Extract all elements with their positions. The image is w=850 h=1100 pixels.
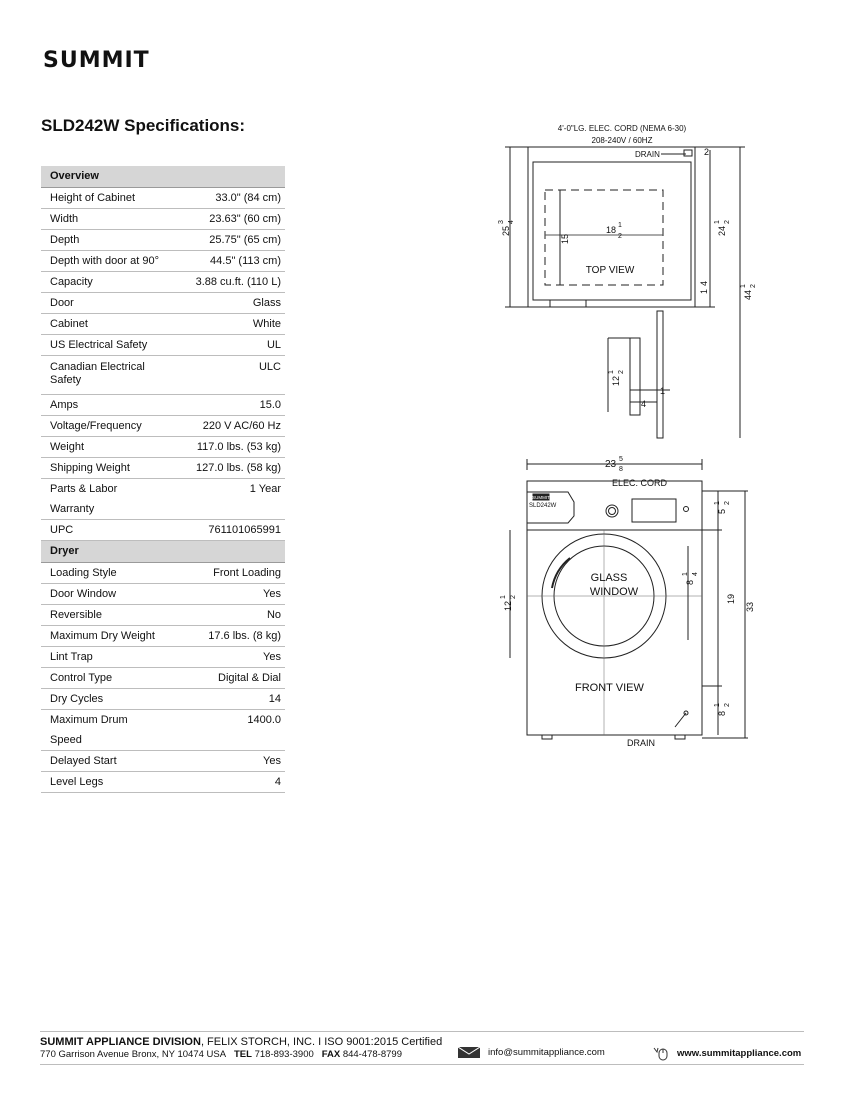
svg-text:1: 1 — [714, 703, 721, 707]
spec-row — [41, 188, 285, 209]
spec-value: Yes — [164, 584, 285, 605]
spec-row — [41, 751, 285, 772]
mouse-icon — [653, 1045, 669, 1061]
spec-label: Lint Trap — [41, 647, 164, 668]
spec-value: 4 — [164, 772, 285, 793]
spec-label: Shipping Weight — [41, 458, 164, 479]
svg-text:2: 2 — [704, 147, 710, 157]
spec-label: Voltage/Frequency — [41, 416, 164, 437]
spec-value: Glass — [164, 293, 285, 314]
top-view-label: TOP VIEW — [585, 265, 635, 276]
footer-bottom-rule — [40, 1064, 804, 1065]
svg-text:1: 1 — [608, 370, 615, 374]
spec-label: Delayed Start — [41, 751, 164, 772]
spec-label: Loading Style — [41, 563, 164, 584]
svg-text:2: 2 — [750, 284, 757, 288]
svg-text:19: 19 — [726, 593, 736, 604]
svg-text:5: 5 — [717, 508, 727, 514]
spec-label: Control Type — [41, 668, 164, 689]
spec-value: 127.0 lbs. (58 kg) — [164, 458, 285, 479]
spec-label: Door — [41, 293, 164, 314]
spec-label: Cabinet — [41, 314, 164, 335]
front-view-label: FRONT VIEW — [575, 682, 644, 694]
svg-text:23: 23 — [605, 459, 617, 470]
footer-company: SUMMIT APPLIANCE DIVISION, FELIX STORCH, INC. I ISO 9001:2015 Certified — [40, 1036, 443, 1048]
svg-text:2: 2 — [510, 595, 517, 599]
svg-text:12: 12 — [503, 600, 513, 611]
svg-text:4: 4 — [641, 399, 647, 409]
spec-row — [41, 772, 285, 793]
window-label: WINDOW — [589, 586, 639, 598]
spec-label: Weight — [41, 437, 164, 458]
section-header — [41, 541, 285, 563]
summit-logo: SUMMIT — [43, 48, 150, 73]
svg-text:1: 1 — [740, 284, 747, 288]
spec-row — [41, 584, 285, 605]
svg-text:33: 33 — [745, 601, 755, 612]
spec-value: 15.0 — [164, 395, 285, 416]
spec-value: 1 Year — [164, 479, 285, 520]
svg-text:1: 1 — [682, 572, 689, 576]
spec-row — [41, 209, 285, 230]
spec-value: 14 — [164, 689, 285, 710]
section-title: Dryer — [41, 541, 285, 563]
spec-row — [41, 335, 285, 356]
spec-value: Yes — [164, 647, 285, 668]
spec-row — [41, 626, 285, 647]
svg-text:15: 15 — [560, 233, 570, 244]
spec-row — [41, 710, 285, 751]
spec-label: Maximum Drum Speed — [41, 710, 164, 751]
spec-label: Reversible — [41, 605, 164, 626]
spec-row — [41, 479, 285, 520]
spec-row — [41, 230, 285, 251]
svg-text:1: 1 — [660, 386, 666, 396]
panel-brand: SUMMIT — [532, 495, 550, 500]
spec-value: Digital & Dial — [164, 668, 285, 689]
top-view-drawing — [498, 124, 757, 438]
section-header — [41, 166, 285, 188]
spec-label: Capacity — [41, 272, 164, 293]
spec-row — [41, 416, 285, 437]
svg-text:8: 8 — [619, 466, 623, 473]
spec-row — [41, 395, 285, 416]
spec-value: White — [164, 314, 285, 335]
spec-row — [41, 458, 285, 479]
footer-address: 770 Garrison Avenue Bronx, NY 10474 USA TEL 718-893-3900 FAX 844-478-8799 — [40, 1049, 402, 1060]
spec-label: Height of Cabinet — [41, 188, 164, 209]
spec-row — [41, 647, 285, 668]
svg-text:1: 1 — [618, 222, 622, 229]
spec-value: No — [164, 605, 285, 626]
glass-label: GLASS — [590, 572, 628, 584]
spec-row — [41, 251, 285, 272]
page-title: SLD242W Specifications: — [41, 116, 246, 135]
spec-row — [41, 563, 285, 584]
spec-value: 33.0" (84 cm) — [164, 188, 285, 209]
spec-value: 17.6 lbs. (8 kg) — [164, 626, 285, 647]
svg-text:25: 25 — [501, 225, 511, 236]
section-title: Overview — [41, 166, 285, 188]
spec-label: Level Legs — [41, 772, 164, 793]
spec-value: 25.75" (65 cm) — [164, 230, 285, 251]
footer-email[interactable]: info@summitappliance.com — [458, 1047, 605, 1058]
footer-website[interactable]: www.summitappliance.com — [653, 1045, 801, 1061]
svg-text:44: 44 — [743, 289, 753, 300]
svg-text:8: 8 — [717, 710, 727, 716]
spec-label: Parts & Labor Warranty — [41, 479, 164, 520]
svg-text:2: 2 — [618, 370, 625, 374]
envelope-icon — [458, 1047, 480, 1058]
spec-row — [41, 668, 285, 689]
front-view-drawing — [500, 456, 755, 748]
spec-row — [41, 293, 285, 314]
model-label: SLD242W — [529, 503, 557, 509]
svg-text:1: 1 — [699, 288, 709, 294]
spec-value: 3.88 cu.ft. (110 L) — [164, 272, 285, 293]
spec-label: UPC — [41, 520, 164, 541]
svg-text:12: 12 — [611, 375, 621, 386]
drain-label-front: DRAIN — [627, 738, 656, 748]
svg-text:2: 2 — [724, 220, 731, 224]
spec-value: ULC — [164, 356, 285, 395]
spec-row — [41, 272, 285, 293]
cord-spec: 208-240V / 60HZ — [591, 136, 653, 145]
spec-value: UL — [164, 335, 285, 356]
spec-value: 44.5" (113 cm) — [164, 251, 285, 272]
cord-note: 4'-0"LG. ELEC. CORD (NEMA 6-30) — [557, 124, 687, 133]
footer-top-rule — [40, 1031, 804, 1032]
spec-value: 23.63" (60 cm) — [164, 209, 285, 230]
spec-label: Amps — [41, 395, 164, 416]
svg-text:1: 1 — [714, 220, 721, 224]
spec-row — [41, 314, 285, 335]
spec-value: 117.0 lbs. (53 kg) — [164, 437, 285, 458]
spec-row — [41, 520, 285, 541]
technical-drawing — [490, 110, 770, 760]
svg-text:3: 3 — [498, 220, 505, 224]
svg-text:18: 18 — [606, 225, 617, 235]
spec-label: Width — [41, 209, 164, 230]
svg-text:2: 2 — [724, 703, 731, 707]
spec-label: US Electrical Safety — [41, 335, 164, 356]
svg-text:24: 24 — [717, 225, 727, 236]
svg-text:5: 5 — [619, 456, 623, 463]
spec-label: Canadian Electrical Safety — [41, 356, 164, 395]
svg-text:8: 8 — [685, 579, 695, 585]
spec-value: 220 V AC/60 Hz — [164, 416, 285, 437]
spec-row — [41, 437, 285, 458]
spec-value: 1400.0 — [164, 710, 285, 751]
svg-text:2: 2 — [618, 233, 622, 240]
spec-row — [41, 689, 285, 710]
spec-label: Depth with door at 90° — [41, 251, 164, 272]
spec-label: Depth — [41, 230, 164, 251]
spec-value: Front Loading — [164, 563, 285, 584]
spec-value: Yes — [164, 751, 285, 772]
spec-table — [41, 166, 285, 793]
drain-label-top: DRAIN — [635, 150, 660, 159]
svg-text:1: 1 — [714, 501, 721, 505]
spec-row — [41, 605, 285, 626]
svg-text:4: 4 — [692, 572, 699, 576]
spec-label: Door Window — [41, 584, 164, 605]
spec-row — [41, 356, 285, 395]
spec-label: Maximum Dry Weight — [41, 626, 164, 647]
spec-value: 761101065991 — [164, 520, 285, 541]
svg-text:4: 4 — [699, 280, 709, 286]
svg-text:4: 4 — [508, 220, 515, 224]
elec-cord-label: ELEC. CORD — [612, 478, 668, 488]
spec-label: Dry Cycles — [41, 689, 164, 710]
svg-text:1: 1 — [500, 595, 507, 599]
svg-text:2: 2 — [724, 501, 731, 505]
